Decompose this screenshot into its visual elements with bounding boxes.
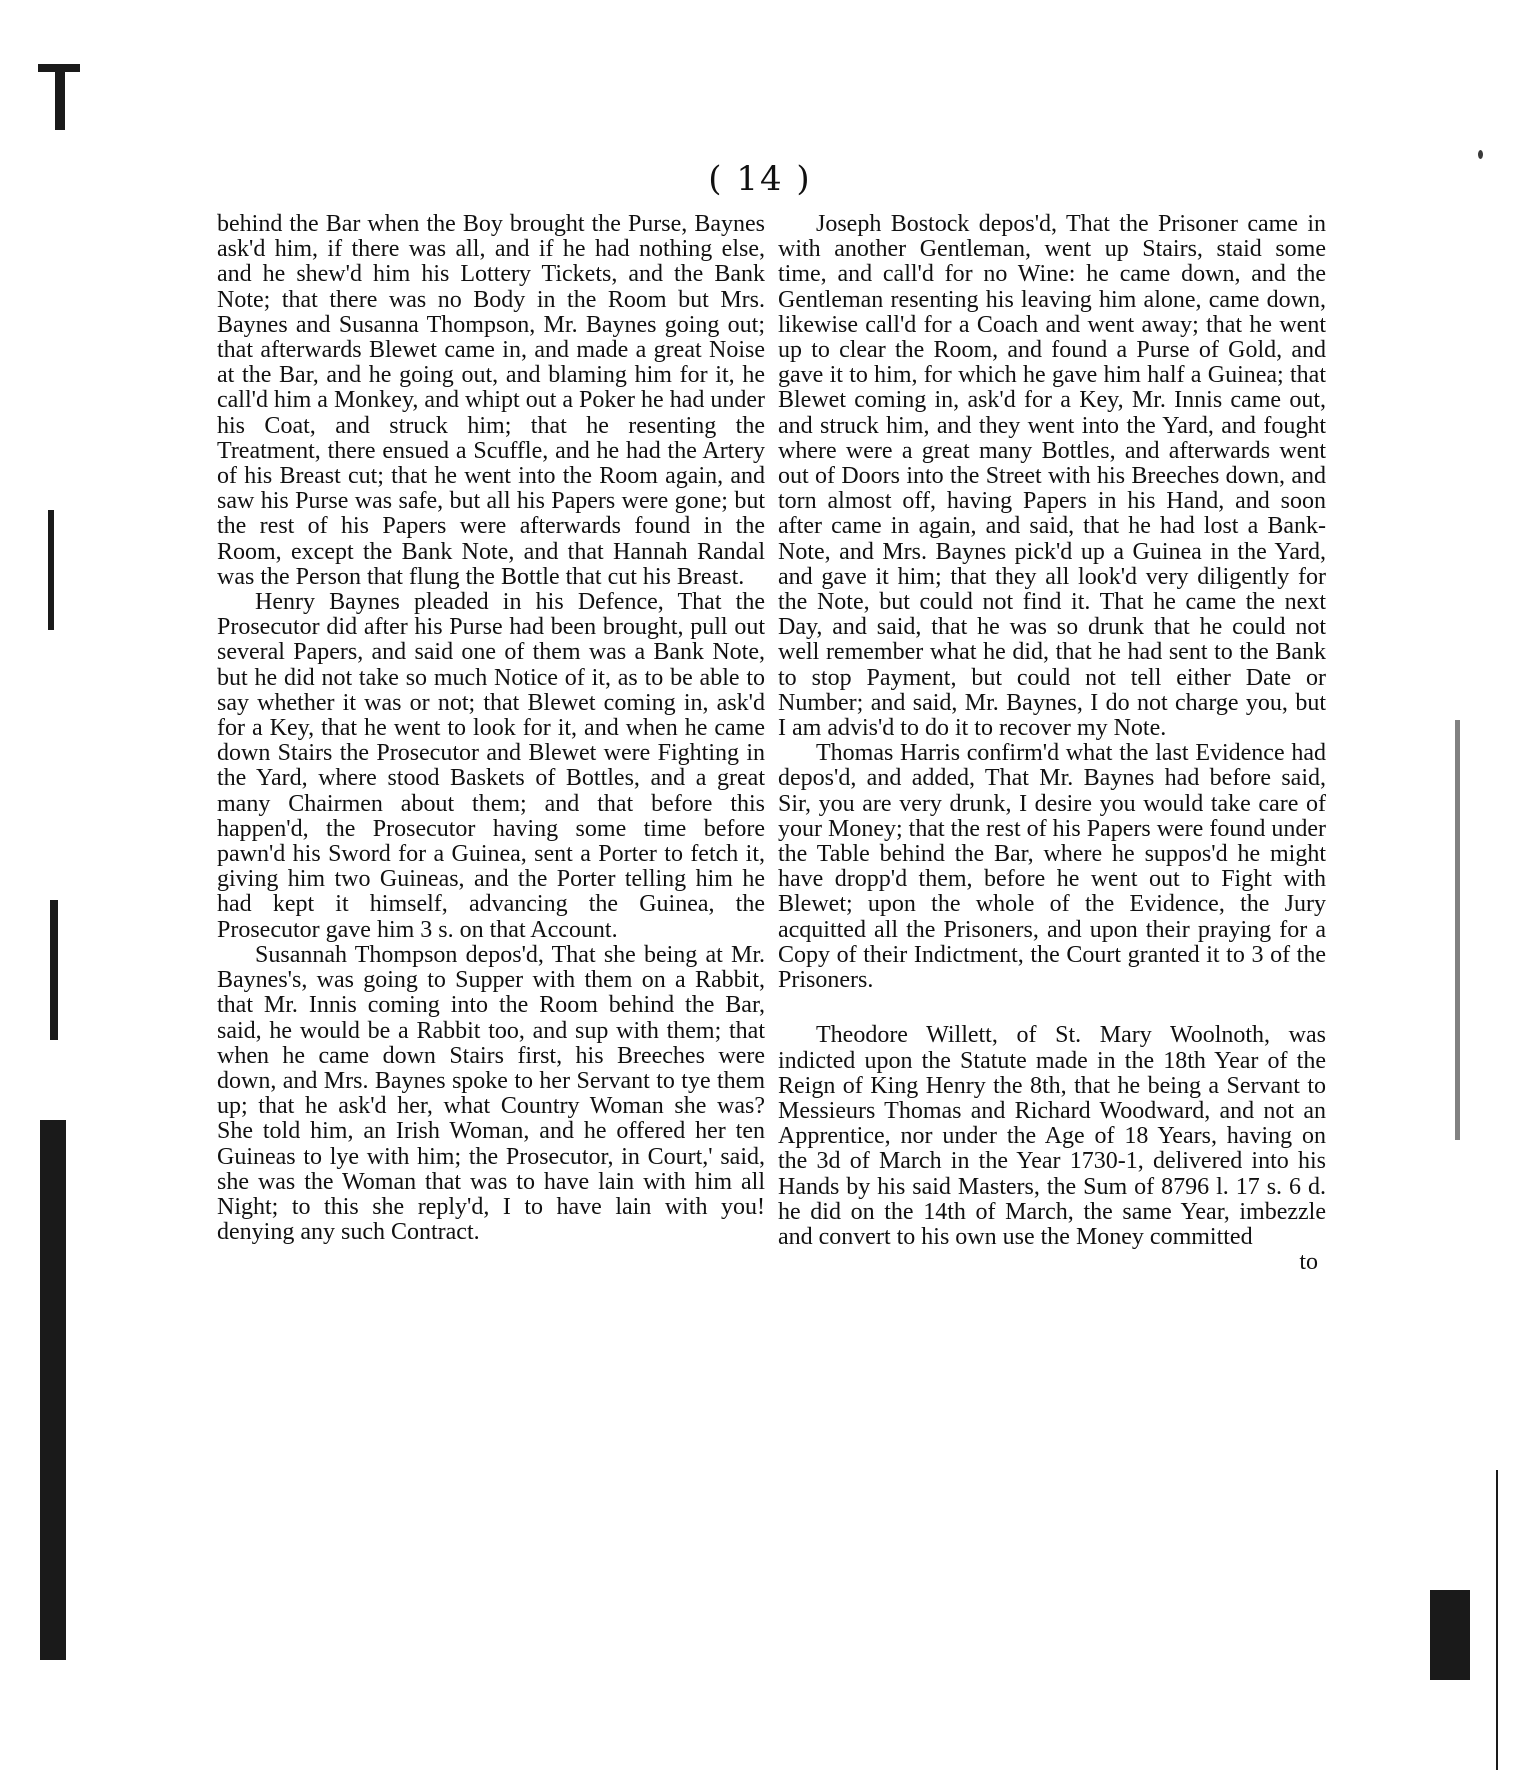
right-column: [778, 212, 1326, 1275]
scan-edge-mark: [48, 510, 54, 630]
paragraph: behind the Bar when the Boy brought the Purse, Baynes ask'd him, if there was all, and if he had nothing else, and he shew'd him his Lottery Tickets, and the Bank Note; that there was no Body in the Room but Mrs. Baynes and Susanna Thompson, Mr. Baynes going out; that afterwards Blewet came in, and made a great Noise at the Bar, and he going out, and blaming him for it, he call'd him a Monkey, and whipt out a Poker he had under his Coat, and struck him; that he resenting the Treatment, there ensued a Scuffle, and he had the Artery of his Breast cut; that he went into the Room again, and saw his Purse was safe, but all his Papers were gone; but the rest of his Papers were afterwards found in the Room, except the Bank Note, and that Hannah Randal was the Person that flung the Bottle that cut his Breast.: [217, 211, 765, 590]
scan-edge-mark: [40, 1120, 66, 1660]
scan-edge-mark: [50, 900, 58, 1040]
page-number: ( 14 ): [708, 159, 812, 199]
scan-edge-mark: [1496, 1470, 1498, 1770]
paragraph: Theodore Willett, of St. Mary Woolnoth, was indicted upon the Statute made in the 18th Year of the Reign of King Henry the 8th, that he being a Servant to Messieurs Thomas and Richard Woodward, and not an Apprentice, nor under the Age of 18 Years, having on the 3d of March in the Year 1730-1, delivered into his Hands by his said Masters, the Sum of 8796 l. 17 s. 6 d. he did on the 14th of March, the same Year, imbezzle and convert to his own use the Money committed: [778, 1022, 1326, 1250]
scan-edge-mark: [1455, 720, 1460, 1140]
catchword: to: [1299, 1249, 1318, 1276]
paragraph: Susannah Thompson depos'd, That she being at Mr. Baynes's, was going to Supper with them on a Rabbit, that Mr. Innis coming into the Room behind the Bar, said, he would be a Rabbit too, and sup with them; that when he came down Stairs first, his Breeches were down, and Mrs. Baynes spoke to her Servant to tye them up; that he ask'd her, what Country Woman she was? She told him, an Irish Woman, and he offered her ten Guineas to lye with him; the Prosecutor, in Court,' said, she was the Woman that was to have lain with him all Night; to this she reply'd, I to have lain with you! denying any such Contract.: [217, 941, 765, 1246]
paragraph: Joseph Bostock depos'd, That the Prisoner came in with another Gentleman, went up Stairs, staid some time, and call'd for no Wine: he came down, and the Gentleman resenting his leaving him alone, came down, likewise call'd for a Coach and went away; that he went up to clear the Room, and found a Purse of Gold, and gave it to him, for which he gave him half a Guinea; that Blewet coming in, ask'd for a Key, Mr. Innis came out, and struck him, and they went into the Yard, and fought where were a great many Bottles, and afterwards went out of Doors into the Street with his Breeches down, and torn almost off, having Papers in his Hand, and soon after came in again, and said, that he had lost a Bank-Note, and Mrs. Baynes pick'd up a Guinea in the Yard, and gave it him; that they all look'd very diligently for the Note, but could not find it. That he came the next Day, and said, that he was so drunk that he could not well remember what he did, that he had sent to the Bank to stop Payment, but could not tell either Date or Number; and said, Mr. Baynes, I do not charge you, but I am advis'd to do it to recover my Note.: [778, 211, 1326, 742]
scan-speck: [1478, 150, 1483, 159]
paragraph: Henry Baynes pleaded in his Defence, That the Prosecutor did after his Purse had been brought, pull out several Papers, and said one of them was a Bank Note, but he did not take so much Notice of it, as to be able to say whether it was or not; that Blewet coming in, ask'd for a Key, that he went to look for it, and when he came down Stairs the Prosecutor and Blewet were Fighting in the Yard, where stood Baskets of Bottles, and a great many Chairmen about them; and that before this happen'd, the Prosecutor having some time before pawn'd his Sword for a Guinea, sent a Porter to fetch it, giving him two Guineas, and the Porter telling him he had kept it himself, advancing the Guinea, the Prosecutor gave him 3 s. on that Account.: [217, 589, 765, 943]
left-column: [217, 212, 765, 1245]
scan-edge-mark: [1430, 1590, 1470, 1680]
paragraph: Thomas Harris confirm'd what the last Evidence had depos'd, and added, That Mr. Baynes had before said, Sir, you are very drunk, I desire you would take care of your Money; that the rest of his Papers were found under the Table behind the Bar, where he suppos'd he might have dropp'd them, before he went out to Fight with Blewet; upon the whole of the Evidence, the Jury acquitted all the Prisoners, and upon their praying for a Copy of their Indictment, the Court granted it to 3 of the Prisoners.: [778, 740, 1326, 994]
scan-edge-mark: [55, 70, 65, 130]
